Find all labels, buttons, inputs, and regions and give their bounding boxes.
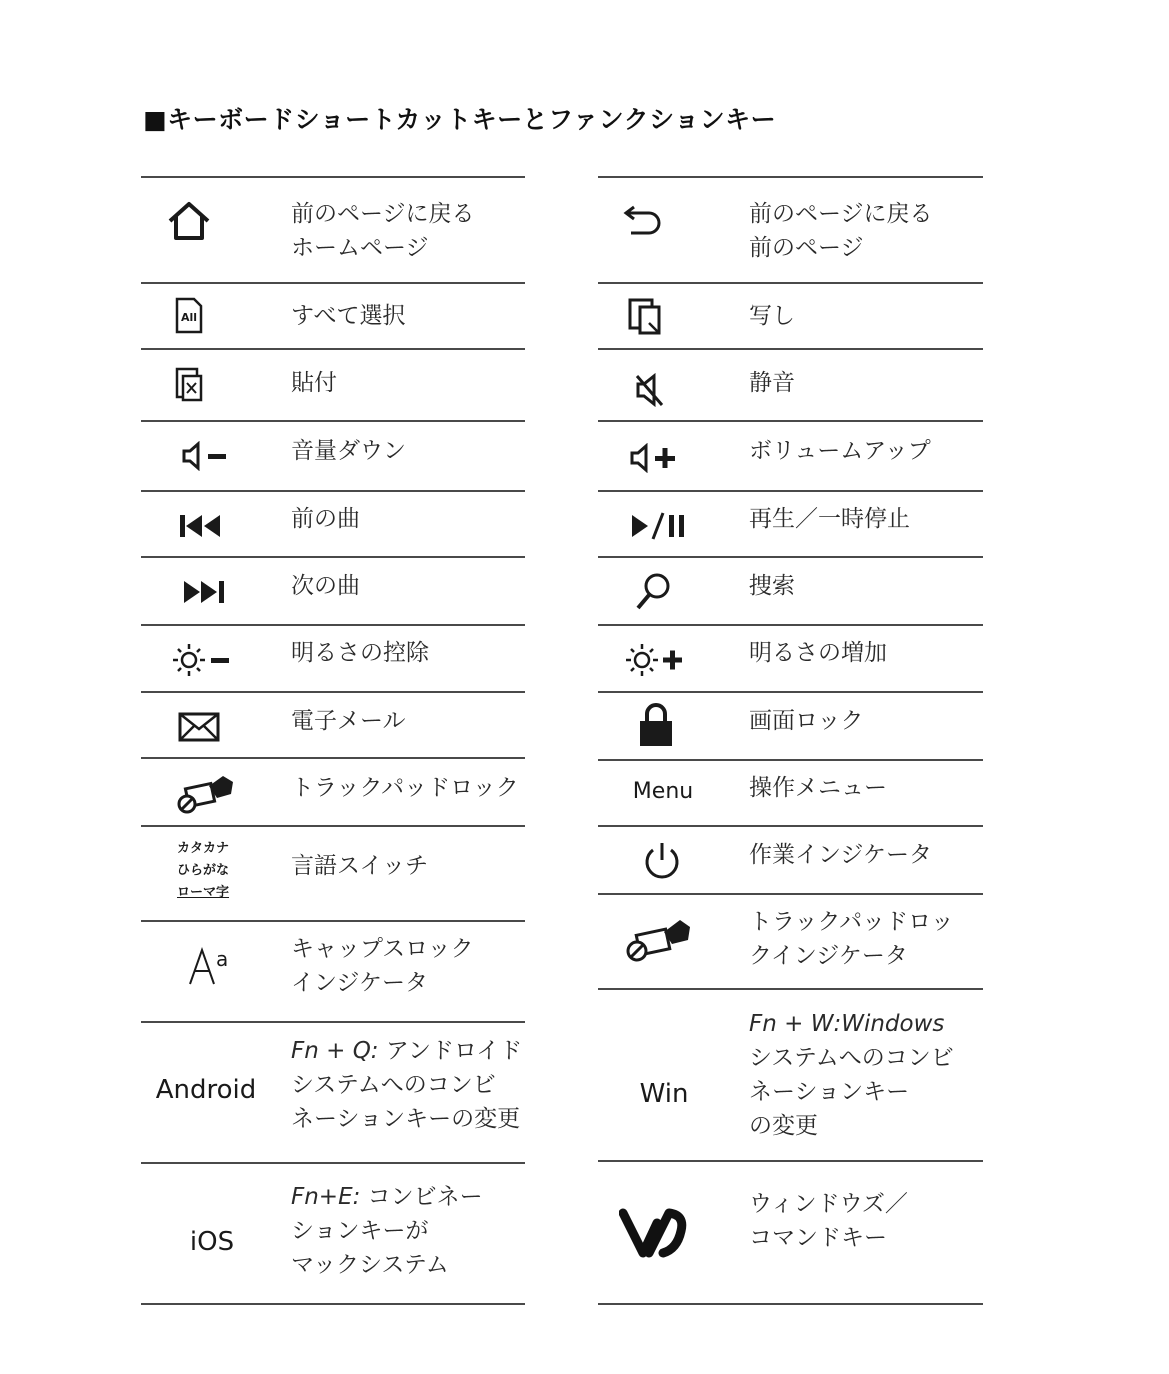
divider [141, 420, 525, 422]
next-track-icon [179, 572, 229, 612]
divider [141, 176, 525, 178]
home-icon [163, 200, 215, 242]
divider [141, 624, 525, 626]
divider [598, 348, 983, 350]
shortcut-description: 写し [749, 303, 795, 329]
divider [598, 988, 983, 990]
win-label: Win [639, 1079, 689, 1109]
shortcut-description: 明るさの控除 [291, 640, 429, 666]
volume-down-icon [179, 436, 233, 476]
previous-track-icon [175, 506, 225, 546]
shortcut-description: Fn + W:Windows システムへのコンビ ネーションキー の変更 [749, 1011, 954, 1139]
windows-command-icon [618, 1204, 710, 1262]
shortcut-description: Fn + Q: アンドロイド システムへのコンビ ネーションキーの変更 [291, 1038, 523, 1132]
divider [141, 348, 525, 350]
brightness-up-icon [624, 640, 686, 680]
shortcut-description: 前の曲 [291, 506, 360, 532]
divider [598, 176, 983, 178]
shortcut-description: ウィンドウズ／ コマンドキー [749, 1191, 908, 1251]
divider [141, 556, 525, 558]
shortcut-description: 前のページに戻る ホームページ [291, 201, 475, 261]
divider [598, 556, 983, 558]
divider [598, 1303, 983, 1305]
mute-icon [632, 370, 668, 410]
shortcut-description: 静音 [749, 370, 795, 396]
search-icon [634, 570, 674, 612]
shortcut-description: 電子メール [291, 708, 406, 734]
shortcut-description: 再生／一時停止 [749, 506, 910, 532]
shortcut-description: すべて選択 [291, 303, 406, 329]
divider [598, 691, 983, 693]
shortcut-description: 明るさの増加 [749, 640, 887, 666]
back-icon [620, 204, 666, 240]
shortcut-description: 音量ダウン [291, 438, 406, 464]
shortcut-description: 言語スイッチ [291, 853, 429, 879]
divider [141, 1162, 525, 1164]
shortcut-description: 画面ロック [749, 708, 864, 734]
shortcut-description: 次の曲 [291, 573, 360, 599]
language-switch-icon: カタカナ ひらがな ローマ字 [177, 841, 230, 900]
svg-text:a: a [216, 947, 229, 971]
shortcut-description: キャップスロック インジケータ [291, 936, 474, 996]
shortcut-description: 前のページに戻る 前のページ [749, 201, 933, 261]
ios-label: iOS [189, 1227, 235, 1257]
volume-up-icon [628, 438, 680, 478]
brightness-down-icon [171, 640, 233, 680]
shortcut-description: 作業インジケータ [749, 842, 932, 868]
android-label: Android [155, 1075, 257, 1105]
divider [598, 420, 983, 422]
divider [598, 282, 983, 284]
trackpad-lock-icon [175, 772, 237, 816]
page-title: ■キーボードショートカットキーとファンクションキー [143, 105, 777, 134]
shortcut-description: ボリュームアップ [749, 438, 931, 464]
shortcut-description: Fn+E: コンビネー ションキーが マックシステム [291, 1184, 483, 1278]
divider [598, 624, 983, 626]
select-all-icon [171, 296, 207, 336]
divider [141, 691, 525, 693]
divider [598, 825, 983, 827]
divider [598, 759, 983, 761]
divider [141, 282, 525, 284]
divider [141, 825, 525, 827]
shortcut-description: 捜索 [749, 573, 795, 599]
divider [598, 1160, 983, 1162]
divider [141, 490, 525, 492]
lock-icon [636, 700, 676, 750]
trackpad-lock-indicator-icon [622, 916, 696, 964]
shortcut-description: 操作メニュー [749, 775, 887, 801]
divider [141, 1021, 525, 1023]
svg-text:All: All [181, 311, 198, 324]
divider [141, 1303, 525, 1305]
caps-lock-icon [185, 944, 235, 988]
copy-icon [626, 296, 664, 338]
email-icon [177, 708, 221, 746]
divider [141, 757, 525, 759]
divider [598, 490, 983, 492]
shortcut-description: 貼付 [291, 370, 337, 396]
shortcut-description: トラックパッドロック [291, 775, 519, 801]
play-pause-icon [628, 506, 690, 546]
power-icon [640, 839, 684, 883]
paste-icon [171, 364, 207, 404]
divider [141, 920, 525, 922]
divider [598, 893, 983, 895]
shortcut-description: トラックパッドロッ クインジケータ [749, 909, 954, 969]
menu-label: Menu [632, 778, 694, 804]
